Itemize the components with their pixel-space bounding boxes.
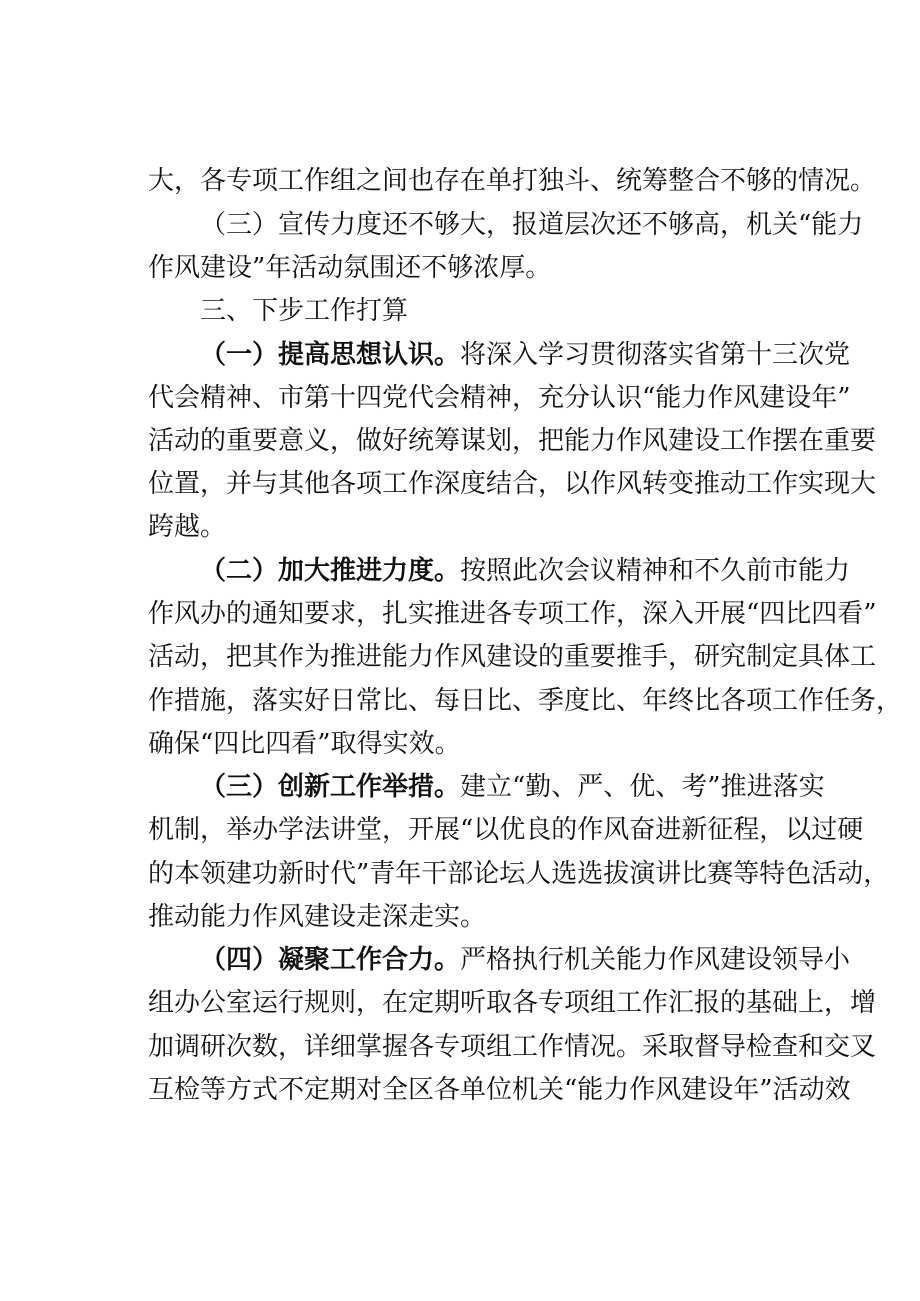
- item-4-heading: （四）凝聚工作合力。: [200, 945, 461, 975]
- section-heading: 三、下步工作打算: [200, 296, 409, 326]
- item-4-text: 严格执行机关能力作风建设领导小: [460, 945, 851, 975]
- paragraph-line: 作风建设”年活动氛围还不够浓厚。: [148, 253, 552, 283]
- paragraph-line: 代会精神、市第十四党代会精神，充分认识“能力作风建设年”: [148, 383, 851, 413]
- paragraph-line: 加调研次数，详细掌握各专项组工作情况。采取督导检查和交叉: [148, 1032, 877, 1062]
- paragraph-line: 互检等方式不定期对全区各单位机关“能力作风建设年”活动效: [148, 1075, 851, 1105]
- item-2-text: 按照此次会议精神和不久前市能力: [460, 556, 851, 586]
- item-1-first-line: [200, 339, 851, 371]
- item-3-text: 建立“勤、严、优、考”推进落实: [460, 772, 825, 802]
- item-3-first-line: [200, 771, 825, 803]
- item-3-heading: （三）创新工作举措。: [200, 772, 461, 802]
- paragraph-line: 位置，并与其他各项工作深度结合，以作风转变推动工作实现大: [148, 469, 877, 499]
- item-1-text: 将深入学习贯彻落实省第十三次党: [460, 340, 851, 370]
- paragraph-line: 跨越。: [148, 512, 227, 542]
- paragraph-line: 组办公室运行规则，在定期听取各专项组工作汇报的基础上，增: [148, 988, 877, 1018]
- paragraph-line: 推动能力作风建设走深走实。: [148, 902, 487, 932]
- item-1-heading: （一）提高思想认识。: [200, 340, 461, 370]
- paragraph-line: 的本领建功新时代”青年干部论坛人选选拔演讲比赛等特色活动，: [148, 859, 890, 889]
- item-2-heading: （二）加大推进力度。: [200, 556, 461, 586]
- item-4-first-line: [200, 944, 851, 976]
- item-2-first-line: [200, 555, 851, 587]
- paragraph-line: 作风办的通知要求，扎实推进各专项工作，深入开展“四比四看”: [148, 599, 877, 629]
- paragraph-line: 活动，把其作为推进能力作风建设的重要推手，研究制定具体工: [148, 642, 877, 672]
- paragraph-line: 大，各专项工作组之间也存在单打独斗、统筹整合不够的情况。: [148, 166, 877, 196]
- paragraph-line: 机制，举办学法讲堂，开展“以优良的作风奋进新征程，以过硬: [148, 815, 864, 845]
- paragraph-line: 作措施，落实好日常比、每日比、季度比、年终比各项工作任务，: [148, 686, 903, 716]
- paragraph-line: 确保“四比四看”取得实效。: [148, 729, 461, 759]
- paragraph-line: 活动的重要意义，做好统筹谋划，把能力作风建设工作摆在重要: [148, 426, 877, 456]
- paragraph-line: （三）宣传力度还不够大，报道层次还不够高，机关“能力: [200, 210, 864, 240]
